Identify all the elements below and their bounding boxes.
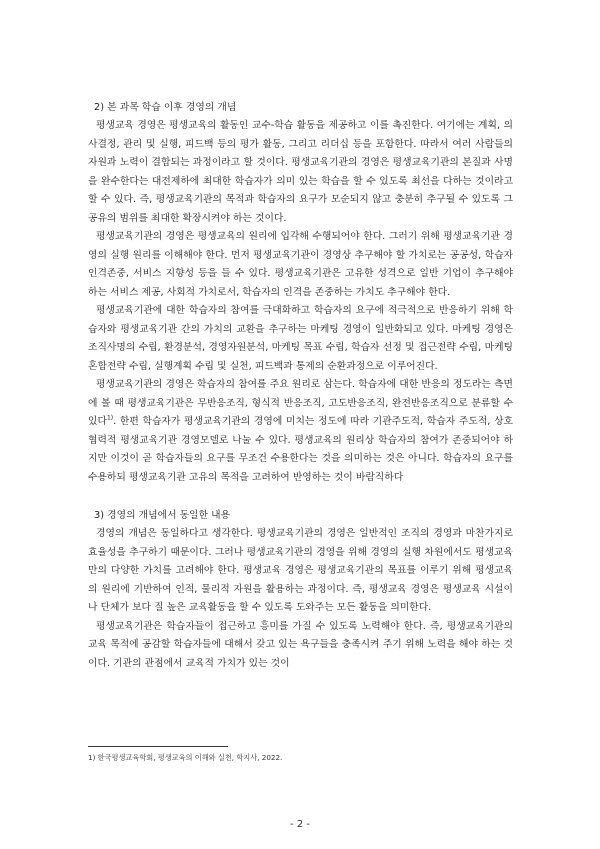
paragraph: 경영의 개념은 동일하다고 생각한다. 평생교육기관의 경영은 일반적인 조직의 경영과 마찬가지로 효율성을 추구하기 때문이다. 그러나 평생교육기관의 경영을 위해 경영의 실행 차원에서도 평생교육만의 다양한 가치를 고려해야 한다. 평생교육 경영은 평생교육기관의 목표를 이루기 위해 평생교육의 원리에 기반하여 인적, 물리적 자원을 활용하는 과정이다. 즉, 평생교육 경영은 평생교육 시설이나 단체가 보다 질 높은 교육활동을 할 수 있도록 도와주는 모든 활동을 의미한다. <box>88 528 513 613</box>
footnote-marker[interactable]: 1) <box>106 414 114 422</box>
paragraph-with-footnote <box>88 376 513 487</box>
paragraph: 평생교육기관은 학습자들이 접근하고 흥미를 가질 수 있도록 노력해야 한다. 즉, 평생교육기관의 교육 목적에 공감할 학습자들에 대해서 갖고 있는 욕구들을 충족시켜 주기 위해 노력을 해야 하는 것이다. 기관의 관점에서 교육적 가치가 있는 것이 <box>88 620 513 669</box>
section-heading-3: 3) 경영의 개념에서 동일한 내용 <box>94 510 231 521</box>
footnote: 1) 한국평생교육학회, 평생교육의 이해와 실천, 학지사, 2022. <box>88 753 283 762</box>
footnote-divider <box>88 746 228 747</box>
paragraph: 평생교육 경영은 평생교육의 활동인 교수-학습 활동을 제공하고 이를 촉진한다. 여기에는 계획, 의사결정, 관리 및 실행, 피드백 등의 평가 활동, 그리고 리더십 등을 포함한다. 따라서 여러 사람들의 자원과 노력이 결합되는 과정이라고 할 것이다. 평생교육기관의 경영은 평생교육기관의 본질과 사명을 완수한다는 대전제하에 최대한 학습자가 의미 있는 학습을 할 수 있도록 최선을 다하는 것이라고 할 수 있다. 즉, 평생교육기관의 목적과 학습자의 요구가 모순되지 않고 충분히 추구될 수 있도록 그 공유의 범위를 최대한 확장시켜야 하는 것이다. <box>88 120 513 224</box>
section-spacer <box>88 487 513 506</box>
paragraph-text: . 한편 학습자가 평생교육기관의 경영에 미치는 정도에 따라 기관주도적, 학습자 주도적, 상호협력적 평생교육기관 경영모델로 나눌 수 있다. 평생교육의 원리상 학습자의 참여가 존중되어야 하지만 이것이 곧 학습자들의 요구를 무조건 수용한다는 것을 의미하는 것은 아니다. 학습자의 요구를 수용하되 평생교육기관 고유의 목적을 고려하여 반영하는 것이 바람직하다 <box>88 416 513 483</box>
page-number: - 2 - <box>290 819 310 830</box>
document-body <box>88 98 513 673</box>
paragraph: 평생교육기관에 대한 학습자의 참여를 극대화하고 학습자의 요구에 적극적으로 반응하기 위해 학습자와 평생교육기관 간의 가치의 교환을 추구하는 마케팅 경영이 일반화되고 있다. 마케팅 경영은 조직사명의 수립, 환경분석, 경영자원분석, 마케팅 목표 수립, 학습자 선정 및 접근전략 수립, 마케팅 혼합전략 수립, 실행계획 수립 및 실천, 피드백과 통제의 순환과정으로 이루어진다. <box>88 305 513 372</box>
paragraph-text: 평생교육기관의 경영은 학습자의 참여를 주요 원리로 삼는다. 학습자에 대한 반응의 정도라는 측면에 볼 때 평생교육기관은 무반응조직, 형식적 반응조직, 고도반응조직, 완전반응조직으로 분류할 수 있다 <box>88 379 513 427</box>
paragraph: 평생교육기관의 경영은 평생교육의 원리에 입각해 수행되어야 한다. 그러기 위해 평생교육기관 경영의 실행 원리를 이해해야 한다. 먼저 평생교육기관이 경영상 추구해야 할 가치로는 공공성, 학습자 인격존중, 서비스 지향성 등을 들 수 있다. 평생교육기관은 고유한 성격으로 일반 기업이 추구해야 하는 서비스 제공, 사회적 가치로서, 학습자의 인격을 존중하는 가치도 추구해야 한다. <box>88 231 513 298</box>
section-heading-2: 2) 본 과목 학습 이후 경영의 개념 <box>94 102 237 113</box>
